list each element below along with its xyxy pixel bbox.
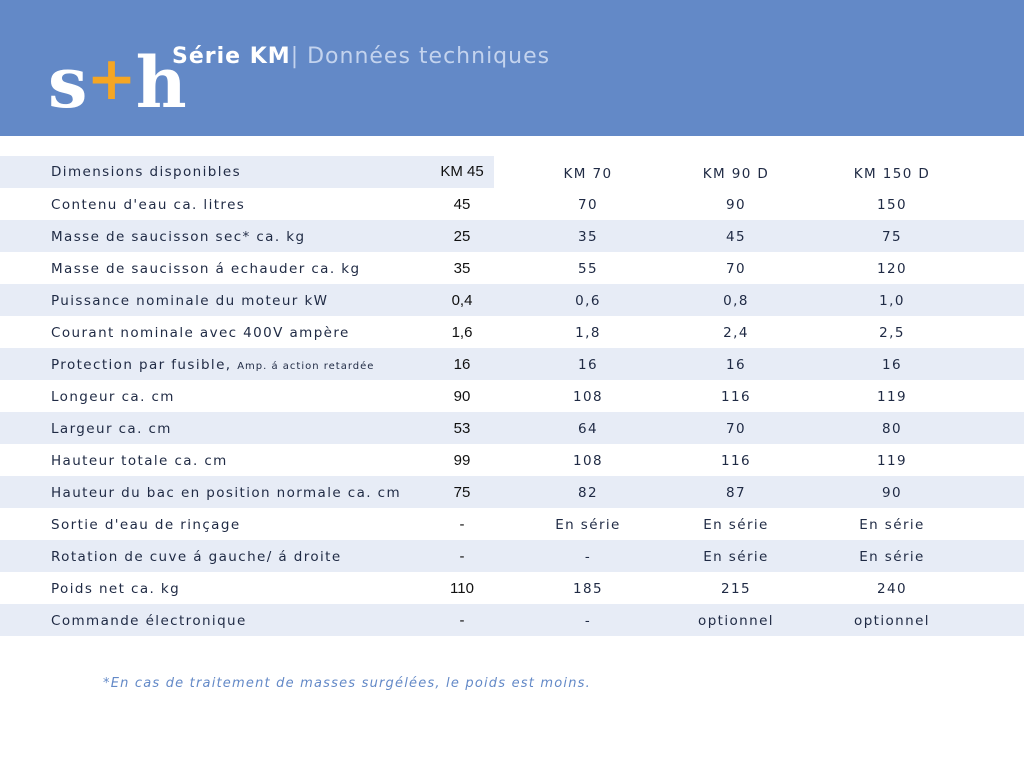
row-label: Longeur ca. cm — [51, 389, 175, 405]
cell-km45: 90 — [453, 388, 471, 405]
table-row — [0, 348, 1024, 380]
cell-km150: 16 — [882, 357, 902, 373]
cell-km70: 70 — [578, 197, 598, 213]
table-row — [0, 284, 1024, 316]
cell-km45: 75 — [453, 484, 471, 501]
logo-plus: + — [86, 44, 135, 114]
table-row — [0, 540, 1024, 572]
cell-km150: 240 — [877, 581, 907, 597]
cell-km45: 1,6 — [451, 324, 473, 341]
table-row — [0, 604, 1024, 636]
cell-km45: - — [459, 516, 465, 533]
table-row — [0, 316, 1024, 348]
header-km45: KM 45 — [440, 163, 484, 180]
header-km90: KM 90 D — [702, 166, 770, 182]
row-label: Sortie d'eau de rinçage — [51, 517, 241, 533]
cell-km150: 119 — [877, 453, 907, 469]
cell-km90: 116 — [721, 389, 751, 405]
cell-km90: 2,4 — [723, 325, 749, 341]
row-label: Hauteur totale ca. cm — [51, 453, 228, 469]
cell-km70: 35 — [578, 229, 598, 245]
table-row — [0, 252, 1024, 284]
header-km70: KM 70 — [563, 166, 613, 182]
specs-table — [0, 156, 1024, 636]
row-label-main: Protection par fusible, — [51, 357, 232, 373]
row-label: Contenu d'eau ca. litres — [51, 197, 246, 213]
table-row — [0, 572, 1024, 604]
cell-km70: - — [584, 549, 592, 565]
cell-km90: optionnel — [698, 613, 774, 629]
cell-km45: 53 — [453, 420, 471, 437]
cell-km45: 0,4 — [451, 292, 473, 309]
cell-km150: 2,5 — [879, 325, 905, 341]
cell-km90: 45 — [726, 229, 746, 245]
cell-km90: En série — [703, 549, 769, 565]
cell-km150: 120 — [877, 261, 907, 277]
row-label — [51, 348, 374, 380]
cell-km70: 16 — [578, 357, 598, 373]
cell-km150: 90 — [882, 485, 902, 501]
cell-km150: 1,0 — [879, 293, 905, 309]
row-label: Masse de saucisson sec* ca. kg — [51, 229, 306, 245]
cell-km150: 80 — [882, 421, 902, 437]
table-header-row — [0, 156, 1024, 188]
cell-km45: 45 — [453, 196, 471, 213]
cell-km70: 0,6 — [575, 293, 601, 309]
cell-km90: En série — [703, 517, 769, 533]
cell-km150: optionnel — [854, 613, 930, 629]
cell-km45: - — [459, 548, 465, 565]
header-label: Dimensions disponibles — [51, 164, 242, 180]
row-label: Poids net ca. kg — [51, 581, 181, 597]
row-label: Largeur ca. cm — [51, 421, 172, 437]
title-main: Série KM — [172, 44, 291, 69]
cell-km150: 75 — [882, 229, 902, 245]
cell-km45: - — [459, 612, 465, 629]
row-label-note: Amp. á action retardée — [237, 361, 375, 372]
logo-letter-s: s — [48, 41, 86, 124]
cell-km70: 1,8 — [575, 325, 601, 341]
table-row — [0, 476, 1024, 508]
row-label: Commande électronique — [51, 613, 247, 629]
sh-logo — [48, 41, 185, 124]
cell-km90: 116 — [721, 453, 751, 469]
cell-km90: 215 — [721, 581, 751, 597]
cell-km150: 150 — [877, 197, 907, 213]
logo-letter-h: h — [135, 41, 185, 124]
title-separator: | — [290, 44, 300, 69]
cell-km150: 119 — [877, 389, 907, 405]
cell-km70: 82 — [578, 485, 598, 501]
header-km150: KM 150 D — [853, 166, 931, 182]
cell-km70: 108 — [573, 389, 603, 405]
cell-km90: 70 — [726, 261, 746, 277]
cell-km45: 25 — [453, 228, 471, 245]
cell-km70: 55 — [578, 261, 598, 277]
page-title — [172, 44, 550, 69]
table-row — [0, 188, 1024, 220]
row-label: Masse de saucisson á echauder ca. kg — [51, 261, 361, 277]
table-row — [0, 220, 1024, 252]
row-label: Courant nominale avec 400V ampère — [51, 325, 350, 341]
cell-km70: - — [584, 613, 592, 629]
header-banner — [0, 0, 1024, 136]
cell-km45: 110 — [450, 580, 474, 597]
footnote: *En cas de traitement de masses surgélées, le poids est moins. — [103, 676, 591, 691]
table-row — [0, 508, 1024, 540]
row-label: Hauteur du bac en position normale ca. cm — [51, 485, 402, 501]
cell-km45: 35 — [453, 260, 471, 277]
cell-km90: 16 — [726, 357, 746, 373]
cell-km150: En série — [859, 517, 925, 533]
cell-km90: 90 — [726, 197, 746, 213]
table-row — [0, 412, 1024, 444]
table-row — [0, 380, 1024, 412]
cell-km70: 64 — [578, 421, 598, 437]
cell-km90: 87 — [726, 485, 746, 501]
cell-km45: 16 — [453, 356, 471, 373]
table-row — [0, 444, 1024, 476]
cell-km70: 185 — [573, 581, 603, 597]
row-label: Rotation de cuve á gauche/ á droite — [51, 549, 342, 565]
cell-km150: En série — [859, 549, 925, 565]
cell-km90: 70 — [726, 421, 746, 437]
cell-km90: 0,8 — [723, 293, 749, 309]
title-sub: Données techniques — [307, 44, 551, 69]
cell-km70: En série — [555, 517, 621, 533]
cell-km70: 108 — [573, 453, 603, 469]
cell-km45: 99 — [453, 452, 471, 469]
row-label: Puissance nominale du moteur kW — [51, 293, 329, 309]
